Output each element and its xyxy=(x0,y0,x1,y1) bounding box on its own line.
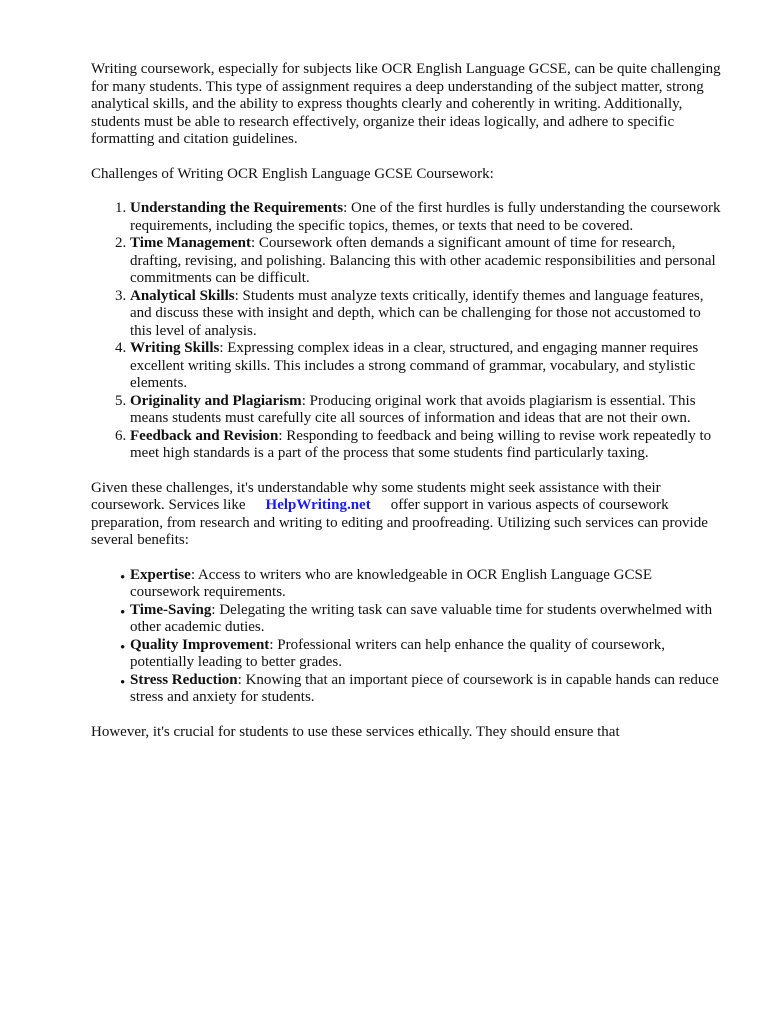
services-paragraph xyxy=(91,480,721,550)
closing-paragraph: However, it's crucial for students to use these services ethically. They should ensure that xyxy=(91,723,620,740)
benefit-term: Stress Reduction xyxy=(130,671,238,688)
benefit-text: : Professional writers can help enhance the quality of coursework, potentially leading to better grades. xyxy=(130,636,666,670)
benefit-item xyxy=(120,671,721,707)
challenge-term: Understanding the Requirements xyxy=(130,200,344,216)
challenge-text: : Expressing complex ideas in a clear, structured, and engaging manner requires excellent writing skills. This includes a strong command of grammar, vocabulary, and stylistic elements. xyxy=(130,340,699,391)
benefit-term: Quality Improvement xyxy=(130,636,270,653)
benefit-term: Time-Saving xyxy=(130,601,212,618)
challenges-heading: Challenges of Writing OCR English Language GCSE Coursework: xyxy=(91,165,494,182)
helpwriting-link[interactable]: HelpWriting.net xyxy=(265,497,371,513)
benefit-text: : Knowing that an important piece of coursework is in capable hands can reduce stress and anxiety for students. xyxy=(130,671,719,705)
document-page xyxy=(91,61,721,741)
challenge-item xyxy=(130,200,721,235)
challenge-term: Originality and Plagiarism xyxy=(130,392,302,409)
challenge-text: : Producing original work that avoids plagiarism is essential. This means students must carefully cite all sources of information and ideas that are not their own. xyxy=(130,392,696,426)
challenge-item xyxy=(130,235,721,288)
bullet-icon: • xyxy=(120,674,126,691)
benefit-text: : Access to writers who are knowledgeable in OCR English Language GCSE coursework requirements. xyxy=(130,566,652,600)
services-text-after: offer support in various aspects of coursework preparation, from research and writing to editing and proofreading. Utilizing such services can provide several benefits: xyxy=(91,497,708,548)
bullet-icon: • xyxy=(120,569,126,586)
bullet-icon: • xyxy=(120,639,126,656)
challenge-term: Time Management xyxy=(130,235,251,251)
challenge-text: : Coursework often demands a significant amount of time for research, drafting, revising, and polishing. Balancing this with other academic responsibilities and personal commitments can be difficult. xyxy=(130,235,716,286)
challenge-text: : One of the first hurdles is fully understanding the coursework requirements, including the specific topics, themes, or texts that need to be covered. xyxy=(130,200,721,234)
challenge-item xyxy=(130,288,721,341)
benefit-item xyxy=(120,601,721,637)
challenges-list xyxy=(91,200,721,463)
bullet-icon: • xyxy=(120,604,126,621)
challenge-text: : Responding to feedback and being willing to revise work repeatedly to meet high standards is a part of the process that some students find particularly taxing. xyxy=(130,427,712,461)
challenge-term: Writing Skills xyxy=(130,340,220,356)
benefit-item xyxy=(120,636,721,672)
challenge-item xyxy=(130,428,721,463)
challenge-term: Feedback and Revision xyxy=(130,427,279,444)
benefit-item xyxy=(120,566,721,602)
benefit-term: Expertise xyxy=(130,566,191,583)
benefits-list xyxy=(91,567,721,707)
intro-paragraph: Writing coursework, especially for subjects like OCR English Language GCSE, can be quite challenging for many students. This type of assignment requires a deep understanding of the subject matter, strong analytical skills, and the ability to express thoughts clearly and coherently in writing. Additionally, students must be able to research effectively, organize their ideas logically, and adhere to specific formatting and citation guidelines. xyxy=(91,61,721,147)
challenge-item xyxy=(130,340,721,393)
benefit-text: : Delegating the writing task can save valuable time for students overwhelmed with other academic duties. xyxy=(130,601,713,635)
services-text-before: Given these challenges, it's understandable why some students might seek assistance with their coursework. Services like xyxy=(91,479,661,513)
challenge-text: : Students must analyze texts critically, identify themes and language features, and discuss these with insight and depth, which can be challenging for those not accustomed to this level of analysis. xyxy=(130,287,704,339)
challenge-term: Analytical Skills xyxy=(130,287,235,304)
challenge-item xyxy=(130,393,721,428)
